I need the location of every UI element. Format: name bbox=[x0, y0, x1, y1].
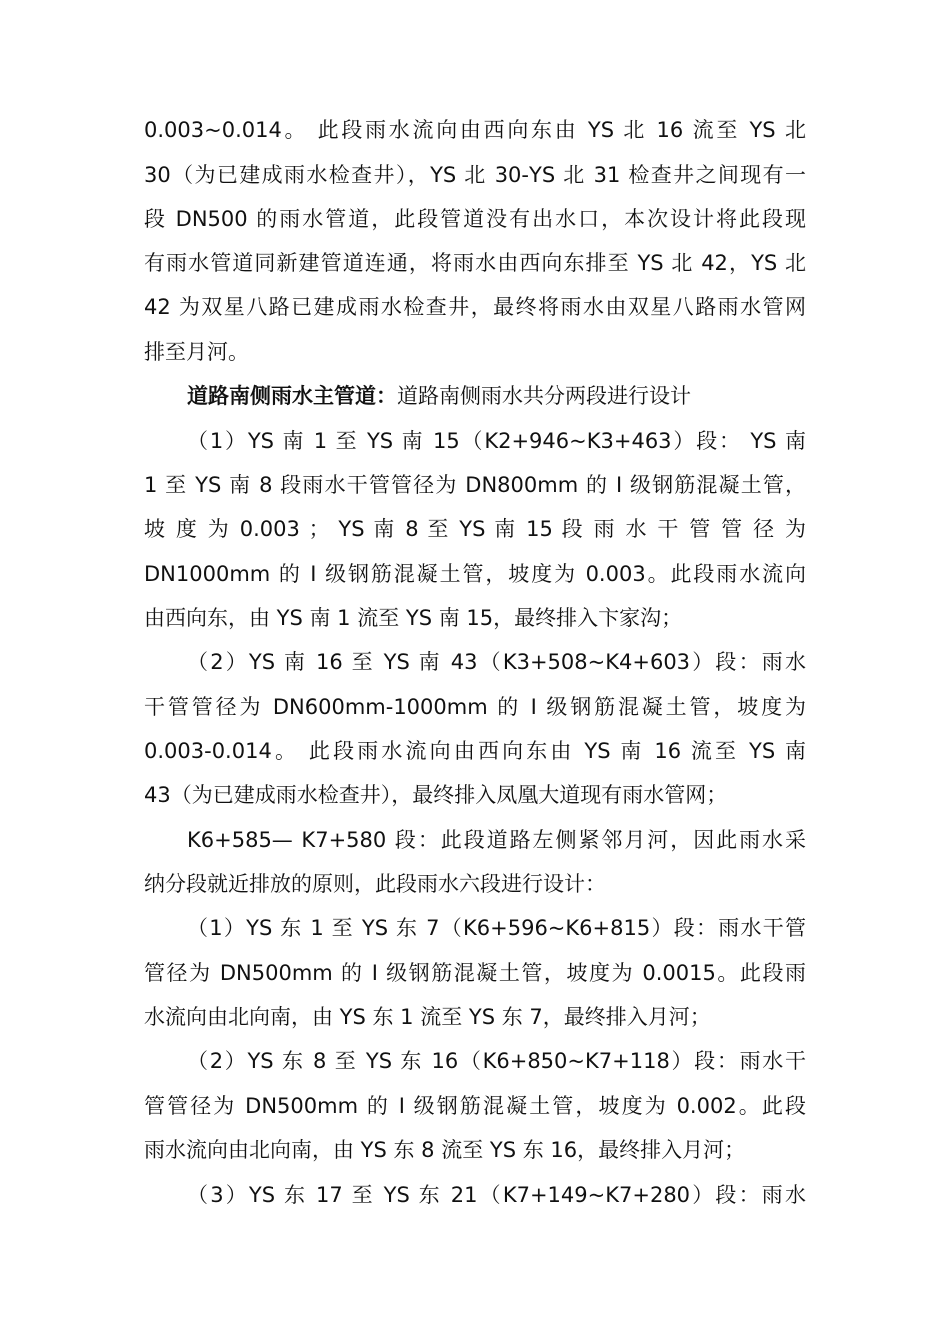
text-line: 0.003-0.014。 此段雨水流向由西向东由 YS 南 16 流至 YS 南 bbox=[144, 739, 806, 763]
section-heading: 道路南侧雨水主管道： bbox=[187, 384, 397, 408]
text-line: K6+585— K7+580 段：此段道路左侧紧邻月河，因此雨水采 bbox=[187, 828, 806, 852]
text-line: 排至月河。 bbox=[144, 340, 249, 364]
text-line: 30（为已建成雨水检查井），YS 北 30-YS 北 31 检查井之间现有一 bbox=[144, 163, 806, 187]
text-line: （2）YS 南 16 至 YS 南 43（K3+508~K4+603）段：雨水 bbox=[187, 650, 806, 674]
text-line: （1）YS 南 1 至 YS 南 15（K2+946~K3+463）段： YS 南 bbox=[187, 429, 806, 453]
text-line: （1）YS 东 1 至 YS 东 7（K6+596~K6+815）段：雨水干管 bbox=[187, 916, 806, 940]
text-line: 干管管径为 DN600mm-1000mm 的 I 级钢筋混凝土管，坡度为 bbox=[144, 695, 806, 719]
text-line: 雨水流向由北向南，由 YS 东 8 流至 YS 东 16，最终排入月河； bbox=[144, 1138, 746, 1162]
text-line: （3）YS 东 17 至 YS 东 21（K7+149~K7+280）段：雨水 bbox=[187, 1183, 806, 1207]
text-line: 43（为已建成雨水检查井），最终排入凤凰大道现有雨水管网； bbox=[144, 783, 728, 807]
text-line: 水流向由北向南，由 YS 东 1 流至 YS 东 7，最终排入月河； bbox=[144, 1005, 711, 1029]
text-line: 段 DN500 的雨水管道，此段管道没有出水口，本次设计将此段现 bbox=[144, 207, 806, 231]
text-line: 1 至 YS 南 8 段雨水干管管径为 DN800mm 的 I 级钢筋混凝土管， bbox=[144, 473, 806, 497]
text-line: （2）YS 东 8 至 YS 东 16（K6+850~K7+118）段：雨水干 bbox=[187, 1049, 806, 1073]
section-heading-line: 道路南侧雨水主管道：道路南侧雨水共分两段进行设计 bbox=[187, 384, 691, 408]
text-line: 有雨水管道同新建管道连通，将雨水由西向东排至 YS 北 42，YS 北 bbox=[144, 251, 806, 275]
text-line: 管管径为 DN500mm 的 I 级钢筋混凝土管，坡度为 0.002。此段 bbox=[144, 1094, 806, 1118]
text-line: 纳分段就近排放的原则，此段雨水六段进行设计： bbox=[144, 872, 606, 896]
text-line: 42 为双星八路已建成雨水检查井，最终将雨水由双星八路雨水管网 bbox=[144, 295, 806, 319]
text-line: 管径为 DN500mm 的 I 级钢筋混凝土管，坡度为 0.0015。此段雨 bbox=[144, 961, 806, 985]
text-line: 坡 度 为 0.003 ； YS 南 8 至 YS 南 15 段 雨 水 干 管 管 径 为 bbox=[144, 517, 806, 541]
text-line: 0.003~0.014。 此段雨水流向由西向东由 YS 北 16 流至 YS 北 bbox=[144, 118, 806, 142]
text-line: 由西向东，由 YS 南 1 流至 YS 南 15，最终排入卞家沟； bbox=[144, 606, 683, 630]
text-line: DN1000mm 的 I 级钢筋混凝土管，坡度为 0.003。此段雨水流向 bbox=[144, 562, 806, 586]
